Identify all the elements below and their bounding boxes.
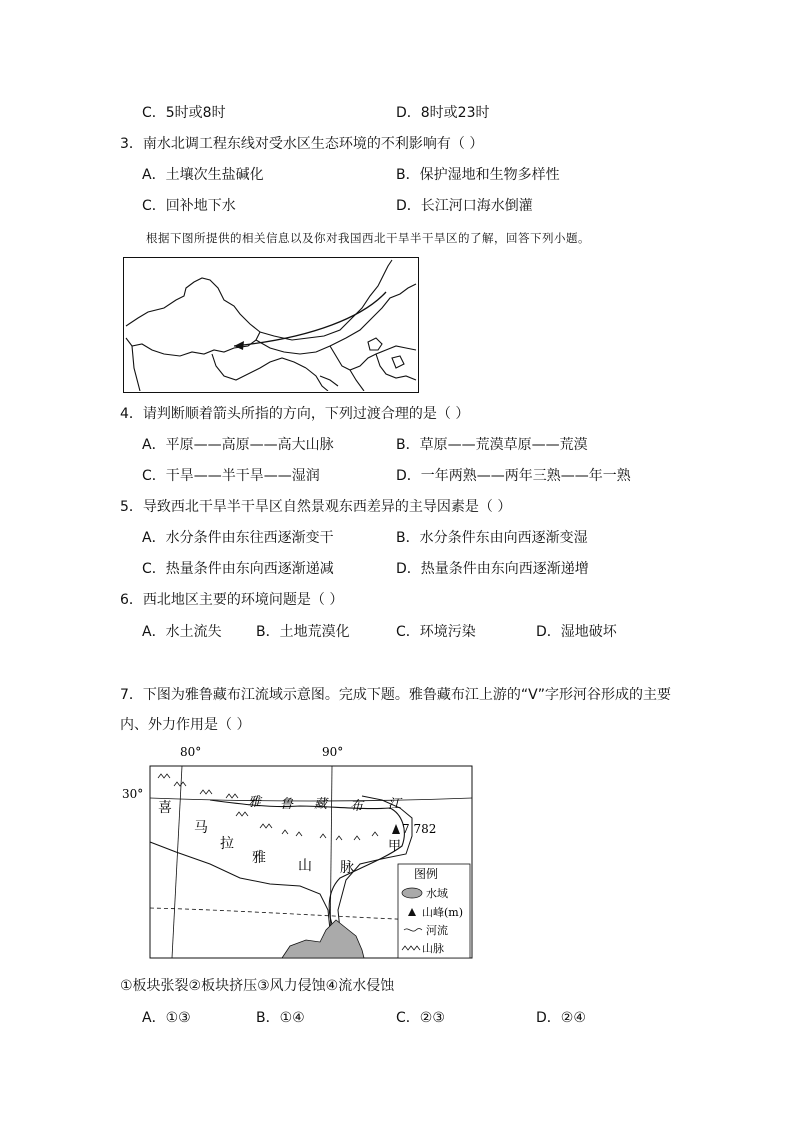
q3-option-c: C．回补地下水 (142, 198, 236, 214)
mountain-char-3: 拉 (220, 836, 234, 852)
q4-option-b: B．草原——荒漠草原——荒漠 (396, 437, 588, 453)
legend-water: 水域 (426, 887, 448, 900)
yarlung-map-svg (120, 744, 474, 960)
legend-river: 河流 (426, 924, 448, 937)
northwest-china-map-svg (124, 258, 417, 391)
peak-icon (392, 824, 400, 834)
group-instruction: 根据下图所提供的相关信息以及你对我国西北干旱半干旱区的了解，回答下列小题。 (146, 231, 590, 245)
mountain-char-2: 马 (194, 820, 208, 836)
legend-title: 图例 (414, 867, 439, 881)
northwest-china-map (123, 257, 419, 393)
lon80-label: 80° (180, 745, 202, 759)
q6-option-a: A．水土流失 (142, 624, 222, 640)
lat30-label: 30° (122, 787, 144, 801)
q6-option-b: B．土地荒漠化 (256, 624, 350, 640)
q7-option-b: B．①④ (256, 1010, 305, 1026)
q7-stem-line1: 7．下图为雅鲁藏布江流域示意图。完成下题。雅鲁藏布江上游的“V”字形河谷形成的主要 (120, 687, 671, 703)
q6-option-d: D．湿地破坏 (536, 624, 617, 640)
q5-option-c: C．热量条件由东向西逐渐递减 (142, 561, 334, 577)
legend-peak: 山峰(m) (422, 906, 464, 919)
q5-option-b: B．水分条件东由向西逐渐变湿 (396, 530, 588, 546)
q7-option-a: A．①③ (142, 1010, 191, 1026)
q6-option-c: C．环境污染 (396, 624, 476, 640)
legend-mountain: 山脉 (422, 942, 444, 955)
q2-option-d: D．8时或23时 (396, 105, 490, 121)
q2-option-c: C．5时或8时 (142, 105, 226, 121)
q4-option-d: D．一年两熟——两年三熟——年一熟 (396, 468, 631, 484)
river-char-3: 藏 (314, 797, 328, 812)
river-char-4: 布 (350, 799, 364, 814)
mountain-char-1: 喜 (158, 800, 172, 816)
q4-option-a: A．平原——高原——高大山脉 (142, 437, 334, 453)
q4-option-c: C．干旱——半干旱——湿润 (142, 468, 320, 484)
q3-option-a: A．土壤次生盐碱化 (142, 167, 264, 183)
mountain-char-5: 山 (298, 858, 312, 874)
river-char-1: 雅 (248, 795, 262, 810)
mountain-char-4: 雅 (252, 850, 266, 866)
q5-stem: 5．导致西北干旱半干旱区自然景观东西差异的主导因素是（ ） (120, 499, 512, 515)
arrow-head-icon (234, 341, 244, 350)
q7-choices: ①板块张裂②板块挤压③风力侵蚀④流水侵蚀 (120, 978, 395, 994)
q7-stem-line2: 内、外力作用是（ ） (120, 717, 251, 733)
q3-stem: 3．南水北调工程东线对受水区生态环境的不利影响有（ ） (120, 136, 484, 152)
lon90-label: 90° (322, 745, 344, 759)
legend-water-icon (402, 888, 422, 898)
peak-elevation: 7 782 (402, 822, 437, 836)
river-char-2: 鲁 (280, 797, 294, 812)
yarlung-tsangpo-map (120, 744, 474, 960)
q4-stem: 4．请判断顺着箭头所指的方向，下列过渡合理的是（ ） (120, 406, 470, 422)
q3-option-d: D．长江河口海水倒灌 (396, 198, 533, 214)
q5-option-a: A．水分条件由东往西逐渐变干 (142, 530, 334, 546)
river-char-5: 江 (388, 797, 402, 812)
q5-option-d: D．热量条件由东向西逐渐递增 (396, 561, 589, 577)
peak-name: 甲 (388, 839, 402, 854)
q6-stem: 6．西北地区主要的环境问题是（ ） (120, 592, 344, 608)
q7-option-c: C．②③ (396, 1010, 445, 1026)
q7-option-d: D．②④ (536, 1010, 586, 1026)
q3-option-b: B．保护湿地和生物多样性 (396, 167, 560, 183)
mountain-char-6: 脉 (340, 860, 354, 876)
